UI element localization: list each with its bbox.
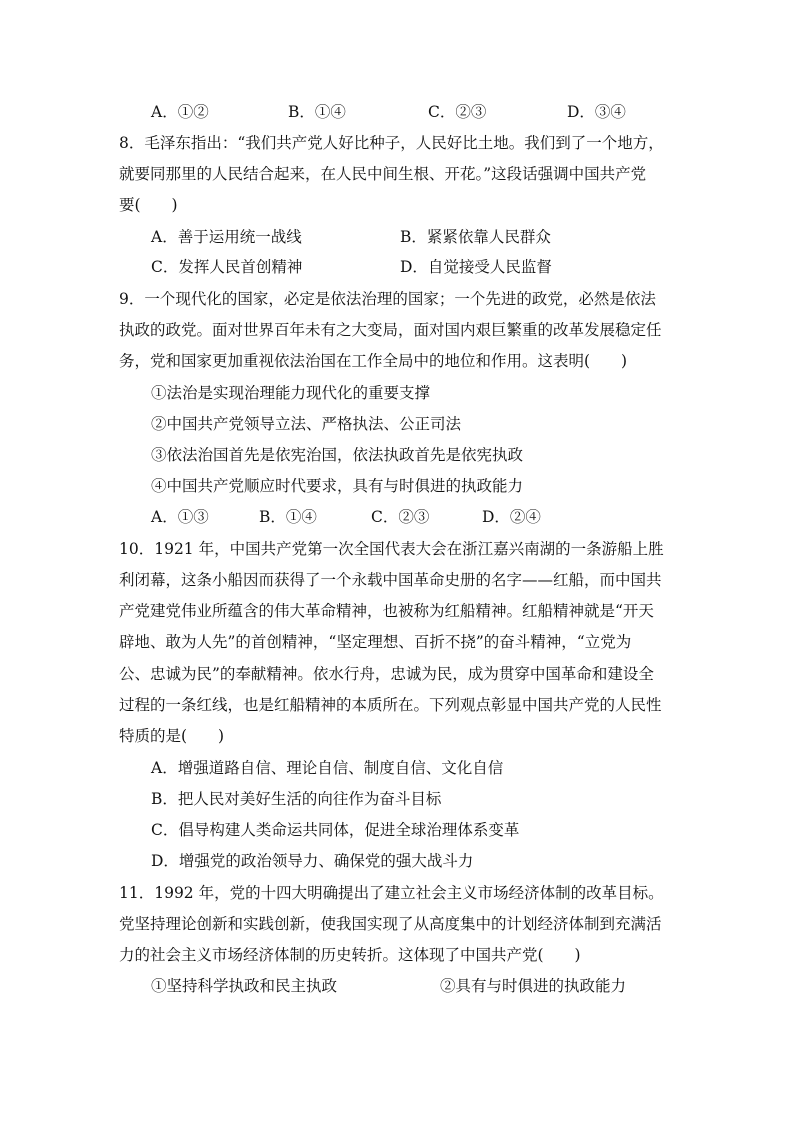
q11-stem-line-2: 党坚持理论创新和实践创新，使我国实现了从高度集中的计划经济体制到充满活 [119, 915, 662, 933]
q7-option-d: D．③④ [567, 103, 626, 121]
q9-item-3: ③依法治国首先是依宪治国，依法执政首先是依宪执政 [151, 446, 524, 464]
q9-option-d: D．②④ [482, 508, 541, 526]
q10-option-b: B．把人民对美好生活的向往作为奋斗目标 [151, 790, 442, 808]
q9-item-4: ④中国共产党顺应时代要求，具有与时俱进的执政能力 [151, 477, 524, 495]
q9-stem-line-2: 执政的政党。面对世界百年未有之大变局，面对国内艰巨繁重的改革发展稳定任 [119, 321, 662, 339]
q11-item-1: ①坚持科学执政和民主执政 [151, 977, 338, 995]
q8-stem-line-2: 就要同那里的人民结合起来，在人民中间生根、开花。”这段话强调中国共产党 [119, 165, 647, 183]
q9-option-c: C．②③ [371, 508, 430, 526]
q7-option-a: A．①② [151, 103, 209, 121]
q9-option-b: B．①④ [259, 508, 317, 526]
q9-stem-line-1: 9．一个现代化的国家，必定是依法治理的国家；一个先进的政党，必然是依法 [119, 290, 656, 308]
q8-stem-line-3: 要( ) [119, 196, 178, 214]
q8-option-a: A．善于运用统一战线 [151, 228, 302, 246]
q10-stem-line-5: 公、忠诚为民”的奉献精神。依水行舟，忠诚为民，成为贯穿中国革命和建设全 [119, 665, 654, 683]
q10-stem-line-1: 10．1921 年，中国共产党第一次全国代表大会在浙江嘉兴南湖的一条游船上胜 [119, 540, 664, 558]
q8-stem-line-1: 8．毛泽东指出：“我们共产党人好比种子，人民好比土地。我们到了一个地方， [119, 134, 664, 152]
q10-stem-line-3: 产党建党伟业所蕴含的伟大革命精神，也被称为红船精神。红船精神就是“开天 [119, 602, 654, 620]
q10-stem-line-4: 辟地、敢为人先”的首创精神，“坚定理想、百折不挠”的奋斗精神，“立党为 [119, 633, 632, 651]
q10-stem-line-2: 利闭幕，这条小船因而获得了一个永载中国革命史册的名字——红船，而中国共 [119, 571, 662, 589]
q7-option-c: C．②③ [428, 103, 487, 121]
q10-stem-line-7: 特质的是( ) [119, 727, 225, 745]
q8-option-b: B．紧紧依靠人民群众 [400, 228, 551, 246]
q11-item-2: ②具有与时俱进的执政能力 [440, 977, 627, 995]
q8-option-c: C．发挥人民首创精神 [151, 258, 303, 276]
q9-item-1: ①法治是实现治理能力现代化的重要支撑 [151, 384, 431, 402]
q7-option-b: B．①④ [288, 103, 346, 121]
q10-option-c: C．倡导构建人类命运共同体，促进全球治理体系变革 [151, 821, 520, 839]
q8-option-d: D．自觉接受人民监督 [400, 258, 552, 276]
q9-option-a: A．①③ [151, 508, 209, 526]
q10-option-d: D．增强党的政治领导力、确保党的强大战斗力 [151, 852, 474, 870]
q11-stem-line-1: 11．1992 年，党的十四大明确提出了建立社会主义市场经济体制的改革目标。 [119, 884, 664, 902]
q10-option-a: A．增强道路自信、理论自信、制度自信、文化自信 [151, 759, 504, 777]
q11-stem-line-3: 力的社会主义市场经济体制的历史转折。这体现了中国共产党( ) [119, 946, 581, 964]
q9-item-2: ②中国共产党领导立法、严格执法、公正司法 [151, 415, 462, 433]
q9-stem-line-3: 务，党和国家更加重视依法治国在工作全局中的地位和作用。这表明( ) [119, 352, 628, 370]
q10-stem-line-6: 过程的一条红线，也是红船精神的本质所在。下列观点彰显中国共产党的人民性 [119, 696, 662, 714]
